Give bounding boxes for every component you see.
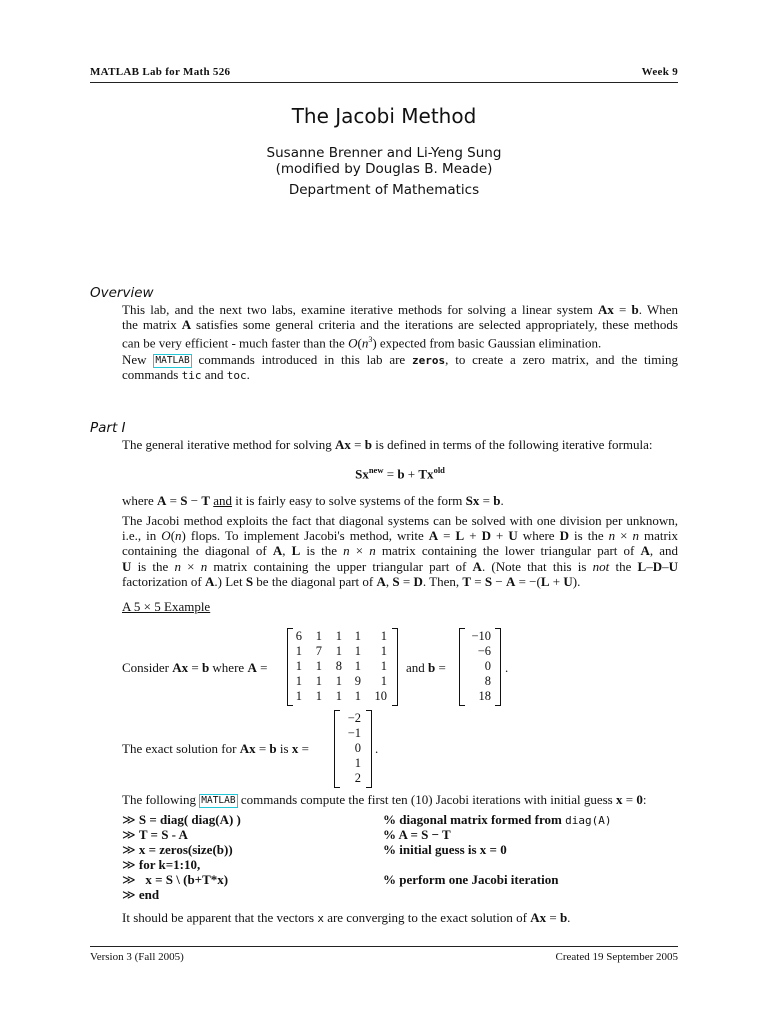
matrix-entry: 1 <box>380 629 387 643</box>
matrix-entry: 1 <box>295 674 302 688</box>
overview-paragraph-1: This lab, and the next two labs, examine iterative methods for solving a linear system Ax = b. When the matrix A satisfies some general criteria and the iterations are selected appropriately, these methods can be very efficient - much faster than the $O(n^3)$ expected from basic Gaussian elimination. <box>122 302 678 351</box>
matrix-entry: 6 <box>295 629 302 643</box>
header-week: Week 9 <box>641 66 678 78</box>
matrix-entry: −6 <box>477 644 491 658</box>
matrix-row <box>334 756 372 771</box>
header-rule <box>90 82 678 83</box>
matrix-entry: 1 <box>315 629 322 643</box>
matrix-row <box>459 629 501 644</box>
matrix-entry: 8 <box>335 659 342 673</box>
prompt-icon: ≫ <box>122 827 139 842</box>
matrix-row <box>459 689 501 704</box>
matrix-row <box>287 629 398 644</box>
matrix-entry: 1 <box>295 689 302 703</box>
matrix-entry: 8 <box>484 674 491 688</box>
matrix-entry: 1 <box>335 629 342 643</box>
matrix-entry: 1 <box>315 674 322 688</box>
matrix-entry: −2 <box>347 711 361 725</box>
matrix-entry: 1 <box>380 674 387 688</box>
matrix-row <box>459 674 501 689</box>
code-comment: % diagonal matrix formed from diag(A) <box>383 812 612 827</box>
example-heading: A 5 × 5 Example <box>122 599 211 614</box>
matrix-entry: 1 <box>315 659 322 673</box>
matrix-row <box>334 741 372 756</box>
matrix-row <box>459 644 501 659</box>
matrix-entry: 2 <box>354 771 361 785</box>
matrix-entry: −10 <box>471 629 491 643</box>
code-comment: % initial guess is x = 0 <box>383 842 507 857</box>
consider-text: Consider Ax = b where A = <box>122 660 268 675</box>
section-heading-overview: Overview <box>90 285 154 301</box>
running-header <box>90 66 678 82</box>
section-heading-part-1: Part I <box>90 420 126 436</box>
matrix-entry: 1 <box>315 689 322 703</box>
jacobi-paragraph: The Jacobi method exploits the fact that diagonal systems can be solved with one division per unknown, i.e., in O(n) flops. To implement Jacobi's method, write A = L + D + U where D is the n × n matrix containing the diagonal of A, L is the n × n matrix containing the lower triangular part of A, and U is the n × n matrix containing the upper triangular part of A. (Note that this is not the L–D–U factorization of A.) Let S be the diagonal part of A, S = D. Then, T = S − A = −(L + U). <box>122 513 678 589</box>
and-b-text: and b = <box>406 660 446 675</box>
matlab-link-2[interactable]: MATLAB <box>201 795 236 806</box>
matrix-entry: 0 <box>484 659 491 673</box>
matrix-entry: 0 <box>354 741 361 755</box>
code-command: ≫ end <box>122 887 160 902</box>
code-command: ≫ S = diag( diag(A) ) <box>122 812 241 827</box>
matrix-entry: 1 <box>354 689 361 703</box>
matrix-row <box>334 771 372 786</box>
matrix-entry: 1 <box>335 689 342 703</box>
period-2: . <box>375 741 379 756</box>
footer-rule <box>90 946 678 947</box>
iterative-formula: $Sx^{new} = b + Tx^{old}$ <box>355 465 445 482</box>
authors-line: Susanne Brenner and Li-Yeng Sung <box>266 145 502 161</box>
matrix-entry: 1 <box>295 659 302 673</box>
document-title: The Jacobi Method <box>291 104 477 128</box>
vector-b <box>459 628 501 706</box>
matrix-row <box>287 674 398 689</box>
matrix-entry: 1 <box>335 674 342 688</box>
code-comment: % A = S − T <box>383 827 451 842</box>
matrix-row <box>459 659 501 674</box>
matrix-entry: 9 <box>354 674 361 688</box>
matrix-entry: 18 <box>478 689 491 703</box>
period: . <box>505 660 509 675</box>
exact-solution-text: The exact solution for Ax = b is x = <box>122 741 309 756</box>
matrix-entry: 7 <box>315 644 322 658</box>
prompt-icon: ≫ <box>122 857 139 872</box>
header-course: MATLAB Lab for Math 526 <box>90 66 231 78</box>
matrix-entry: 1 <box>380 644 387 658</box>
department-line: Department of Mathematics <box>288 182 480 198</box>
code-command: ≫ x = zeros(size(b)) <box>122 842 233 857</box>
part1-intro: The general iterative method for solving Ax = b is defined in terms of the following iterative formula: <box>122 437 653 452</box>
matrix-row <box>287 644 398 659</box>
matrix-entry: 1 <box>354 644 361 658</box>
matrix-entry: 1 <box>295 644 302 658</box>
code-intro: The following MATLAB commands compute the first ten (10) Jacobi iterations with initial guess x = 0: <box>122 792 647 807</box>
matrix-entry: −1 <box>347 726 361 740</box>
footer-created: Created 19 September 2005 <box>555 951 678 963</box>
footer-version: Version 3 (Fall 2005) <box>90 951 184 963</box>
prompt-icon: ≫ <box>122 887 139 902</box>
vector-x-exact <box>334 710 372 788</box>
matrix-row <box>334 726 372 741</box>
prompt-icon: ≫ <box>122 842 139 857</box>
conclusion: It should be apparent that the vectors x are converging to the exact solution of Ax = b. <box>122 910 571 925</box>
matlab-link[interactable]: MATLAB <box>155 355 190 366</box>
matrix-row <box>334 711 372 726</box>
part1-where: where A = S − T and it is fairly easy to solve systems of the form Sx = b. <box>122 493 504 508</box>
prompt-icon: ≫ <box>122 872 139 887</box>
matrix-entry: 1 <box>354 659 361 673</box>
code-command: ≫ x = S \ (b+T*x) <box>122 872 229 887</box>
modified-by-line: (modified by Douglas B. Meade) <box>275 161 493 177</box>
matrix-entry: 1 <box>380 659 387 673</box>
code-command: ≫ for k=1:10, <box>122 857 201 872</box>
matrix-row <box>287 659 398 674</box>
matrix-entry: 1 <box>354 756 361 770</box>
matrix-row <box>287 689 398 704</box>
matrix-entry: 10 <box>374 689 387 703</box>
overview-paragraph-2: New MATLAB commands introduced in this lab are zeros, to create a zero matrix, and the timing commands tic and toc. <box>122 352 679 383</box>
prompt-icon: ≫ <box>122 812 139 827</box>
code-command: ≫ T = S - A <box>122 827 188 842</box>
matrix-entry: 1 <box>354 629 361 643</box>
matrix-entry: 1 <box>335 644 342 658</box>
code-comment: % perform one Jacobi iteration <box>383 872 559 887</box>
matrix-A <box>287 628 398 706</box>
